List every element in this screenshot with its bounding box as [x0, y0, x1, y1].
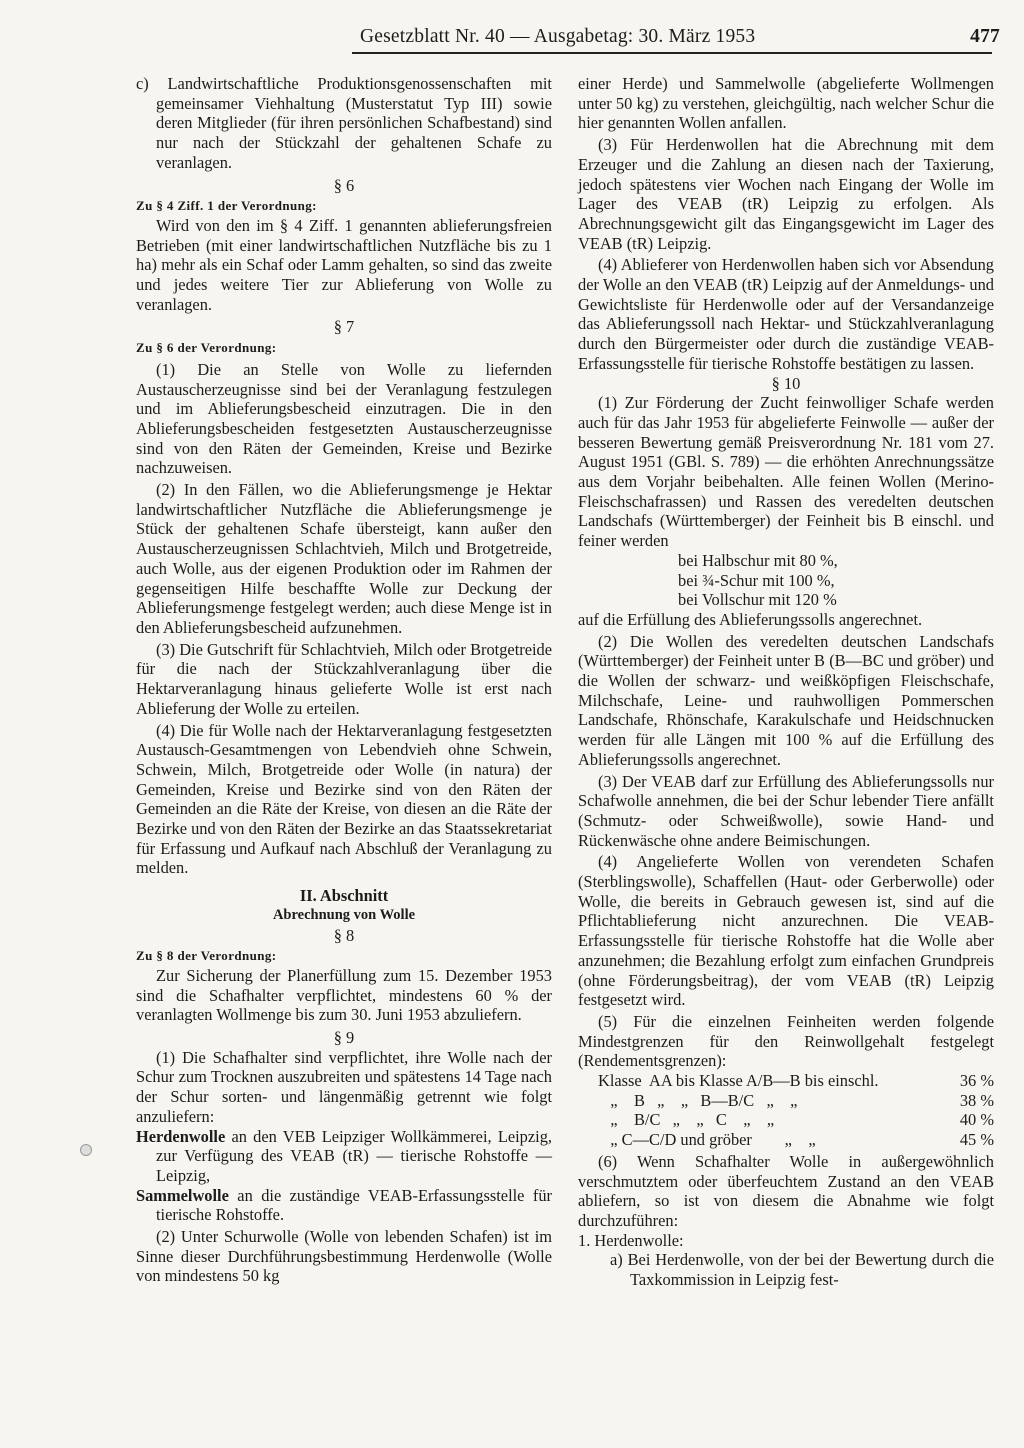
- grade-class: „ C—C/D und gröber „ „: [598, 1130, 816, 1150]
- grade-row: [598, 1071, 994, 1091]
- section-10-para-3: (3) Der VEAB darf zur Erfüllung des Ablieferungssolls nur Schafwolle annehmen, die bei der Schur lebender Tiere anfällt (Schmutz- oder Schweißwolle), sowie Hand- und Rückenwäsche ohne andere Beimischungen.: [578, 771, 994, 850]
- section-6-reference: Zu § 4 Ziff. 1 der Verordnung:: [136, 198, 317, 214]
- herdenwolle-term: Herdenwolle: [136, 1126, 226, 1146]
- section-7-para-4: (4) Die für Wolle nach der Hektarveranlagung festgesetzten Austausch-Gesamtmengen von Lebendvieh ohne Schwein, Schwein, Milch, Brotgetreide oder Wolle (in natura) der Gemeinden, Kreise und Bezirke sind von den Räten der Gemeinden an die Räte der Kreise, von diesen an die Räte der Bezirke und von den Räten der Bezirke an das Staatssekretariat für Erfassung und Aufkauf nach Abschluß der Veranlagung zu melden.: [136, 720, 552, 878]
- grade-class: „ B „ „ B—B/C „ „: [598, 1090, 798, 1110]
- grade-row: [598, 1091, 994, 1111]
- section-9-heading: § 9: [333, 1028, 355, 1048]
- grade-percent: 36 %: [959, 1071, 994, 1091]
- grade-percent: 40 %: [959, 1110, 994, 1130]
- section-7-para-2: (2) In den Fällen, wo die Ablieferungsmenge je Hektar landwirtschaftlicher Nutzfläche die Ablieferungsmenge je Stück der gehaltenen Schafe übersteigt, kann außer den Austauscherzeugnissen Schlachtvieh, Milch und Brotgetreide, auch Wolle, aus der eigenen Produktion oder im Rahmen der gegenseitigen Hilfe beschaffte Wolle zur Deckung der Ablieferungsmenge festgelegt werden; auch diese Menge ist in den Ablieferungsbescheid aufzunehmen.: [136, 480, 552, 637]
- section-7-para-3: (3) Die Gutschrift für Schlachtvieh, Milch oder Brotgetreide für die nach der Stückzahlveranlagung über die Hektarveranlagung hinaus gelieferte Wolle ist erst nach Ablieferung der Wolle zu erteilen.: [136, 639, 552, 718]
- grade-class: „ B/C „ „ C „ „: [598, 1110, 775, 1130]
- section-8-reference: Zu § 8 der Verordnung:: [136, 948, 277, 964]
- section-8-heading: § 8: [333, 925, 355, 945]
- rate-dreiviertel: bei ¾-Schur mit 100 %,: [678, 570, 835, 590]
- page-number: 477: [970, 26, 1000, 47]
- sammelwolle-item: [136, 1186, 552, 1225]
- section-6-text: Wird von den im § 4 Ziff. 1 genannten ablieferungsfreien Betrieben (mit einer landwirtschaftlichen Nutzfläche bis zu 1 ha) mehr als ein Schaf oder Lamm gehalten, so sind das zweite und jedes weitere Tier zur Ablieferung von Wolle zu veranlagen.: [136, 215, 552, 314]
- list-item-1a: a) Bei Herdenwolle, von der bei der Bewertung durch die Taxkommission in Leipzig fest-: [610, 1250, 994, 1290]
- item-c: c) Landwirtschaftliche Produktionsgenossenschaften mit gemeinsamer Viehhaltung (Musterstatut Typ III) sowie deren Mitglieder (für ihren persönlichen Schafbestand) sind nur nach der Stückzahl der gehaltenen Schafe zu veranlagen.: [136, 74, 552, 172]
- left-column: [136, 74, 552, 1286]
- section-7-heading: § 7: [333, 317, 355, 337]
- section-9-para-3: (3) Für Herdenwollen hat die Abrechnung mit dem Erzeuger und die Zahlung an diesen nach der Taxierung, jedoch spätestens vier Wochen nach Eingang der Wolle im Lager des VEAB (tR) Leipzig zu erfolgen. Als Abrechnungsgewicht gilt das Eingangsgewicht im Lager des VEAB (tR) Leipzig.: [578, 135, 994, 253]
- section-9-para-2-continued: einer Herde) und Sammelwolle (abgelieferte Wollmengen unter 50 kg) zu verstehen, gleichgültig, nach welcher Schur die hier genannten Wollen anfallen.: [578, 74, 994, 133]
- section-10-para-1-end: auf die Erfüllung des Ablieferungssolls angerechnet.: [578, 609, 923, 629]
- grade-class: Klasse AA bis Klasse A/B—B bis einschl.: [598, 1071, 879, 1091]
- section-7-reference: Zu § 6 der Verordnung:: [136, 340, 277, 356]
- grade-percent: 45 %: [959, 1130, 994, 1150]
- header-title: Gesetzblatt Nr. 40 — Ausgabetag: 30. März 1953: [360, 26, 756, 47]
- header-rule: [352, 52, 992, 54]
- sammelwolle-text: an die zuständige VEAB-Erfassungsstelle für tierische Rohstoffe.: [156, 1185, 552, 1225]
- right-column: [578, 74, 994, 1290]
- list-item-1: 1. Herdenwolle:: [578, 1230, 684, 1250]
- sammelwolle-term: Sammelwolle: [136, 1185, 229, 1205]
- herdenwolle-item: [136, 1127, 552, 1186]
- section-8-text: Zur Sicherung der Planerfüllung zum 15. Dezember 1953 sind die Schafhalter verpflichtet, mindestens 60 % der veranlagten Wollmenge bis zum 30. Juni 1953 abzuliefern.: [136, 965, 552, 1025]
- section-10-para-5: (5) Für die einzelnen Feinheiten werden folgende Mindestgrenzen für den Reinwollgehalt festgelegt (Rendementsgrenzen):: [578, 1012, 994, 1071]
- section-6-heading: § 6: [333, 175, 355, 195]
- grade-percent: 38 %: [959, 1090, 994, 1110]
- rate-halbschur: bei Halbschur mit 80 %,: [678, 550, 838, 570]
- section-10-para-6: (6) Wenn Schafhalter Wolle in außergewöhnlich verschmutztem oder überfeuchtem Zustand an den VEAB abliefern, so ist von diesem die Abnahme wie folgt durchzuführen:: [578, 1151, 994, 1230]
- section-10-para-4: (4) Angelieferte Wollen von verendeten Schafen (Sterblingswolle), Schaffellen (Haut- oder Gerberwolle) oder Wolle, die bereits in Gebrauch gewesen ist, sind auf die Pflichtablieferung nicht anzurechnen. Die VEAB-Erfassungsstelle für tierische Rohstoffe hat die Wolle aber anzunehmen; die Bezahlung erfolgt zum einfachen Grundpreis (ohne Förderungsbeitrag), der vom VEAB (tR) Leipzig festgesetzt wird.: [578, 852, 994, 1010]
- grade-row: [598, 1110, 994, 1130]
- section-10-heading: § 10: [771, 373, 801, 393]
- section-9-para-4: (4) Ablieferer von Herdenwollen haben sich vor Absendung der Wolle an den VEAB (tR) Leipzig auf der Anmeldungs- und Gewichtsliste für Herdenwolle oder auf der Versandanzeige das Ablieferungssoll nach Hektar- und Stückzahlveranlagung durch den Bürgermeister oder durch die zuständige VEAB-Erfassungsstelle für tierische Rohstoffe bestätigen zu lassen.: [578, 255, 994, 373]
- rate-vollschur: bei Vollschur mit 120 %: [678, 590, 837, 610]
- part-2-heading: II. Abschnitt: [299, 886, 389, 906]
- grade-row: [598, 1130, 994, 1150]
- section-10-para-2: (2) Die Wollen des veredelten deutschen Landschafs (Württemberger) der Feinheit unter B (B—BC und gröber) und die Wollen der schwarz- und weißköpfigen Fleischschafe, Milchschafe, Leine- und rauhwolligen Pommerschen Landschafe, Rhönschafe, Karakulschafe und Heidschnucken werden für alle Längen mit 100 % auf die Erfüllung des Ablieferungssolls angerechnet.: [578, 631, 994, 769]
- herdenwolle-text: an den VEB Leipziger Wollkämmerei, Leipzig, zur Verfügung des VEAB (tR) — tierische Rohstoffe — Leipzig,: [156, 1126, 552, 1185]
- grade-table: [578, 1071, 994, 1150]
- margin-punch-mark: [80, 1144, 92, 1156]
- part-2-subheading: Abrechnung von Wolle: [272, 906, 416, 923]
- credit-rates: [578, 551, 994, 610]
- page-header: [360, 24, 1000, 54]
- section-9-para-2: (2) Unter Schurwolle (Wolle von lebenden Schafen) ist im Sinne dieser Durchführungsbestimmung Herdenwolle (Wolle von mindestens 50 kg: [136, 1227, 552, 1286]
- section-9-para-1: (1) Die Schafhalter sind verpflichtet, ihre Wolle nach der Schur zum Trocknen auszubreiten und spätestens 14 Tage nach der Schur sorten- und längenmäßig getrennt wie folgt anzuliefern:: [136, 1047, 552, 1126]
- section-7-para-1: (1) Die an Stelle von Wolle zu liefernden Austauscherzeugnisse sind bei der Veranlagung festzulegen und im Ablieferungsbescheid einzutragen. Die in den Ablieferungsbescheiden festgesetzten Austauscherzeugnisse sind von den Räten der Gemeinden, Kreise und Bezirke nachzuweisen.: [136, 359, 552, 478]
- section-10-para-1: (1) Zur Förderung der Zucht feinwolliger Schafe werden auch für das Jahr 1953 für abgelieferte Feinwolle — außer der besseren Bewertung gemäß Preisverordnung Nr. 181 vom 27. August 1951 (GBl. S. 789) — die erhöhten Anrechnungssätze aus dem Vorjahr beibehalten. Alle feinen Wollen (Merino-Fleischschafrassen) und Rassen des veredelten deutschen Landschafs (Württemberger) der Feinheit bis B einschl. und feiner werden: [578, 393, 994, 551]
